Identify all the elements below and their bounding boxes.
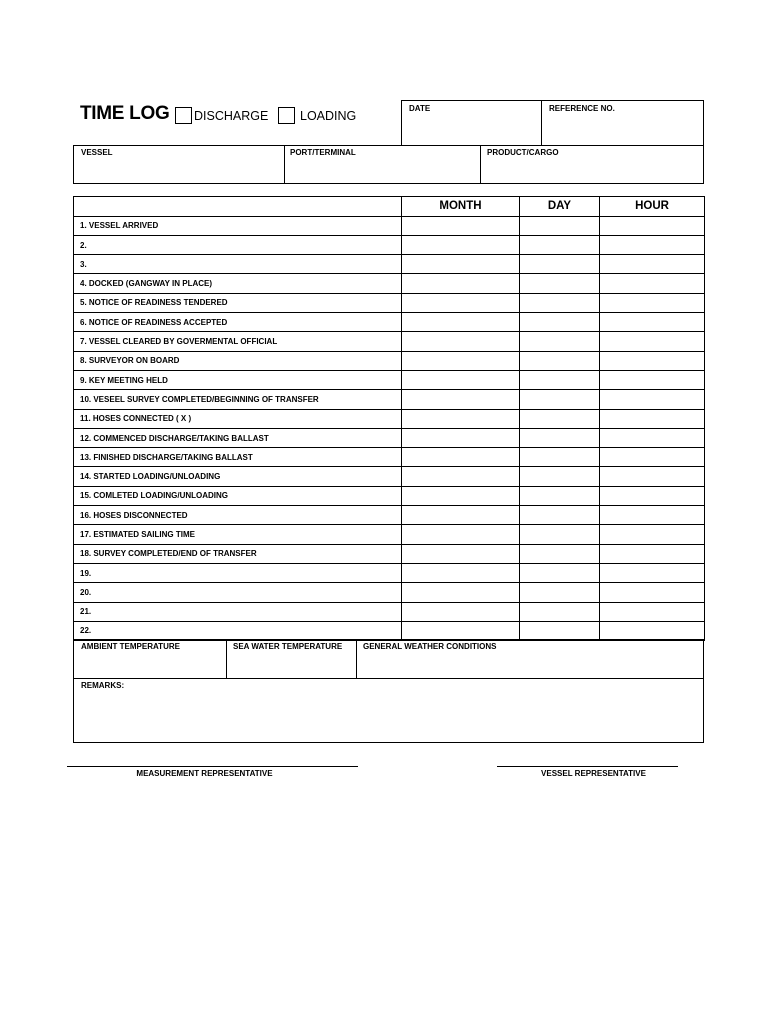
event-label: 8. SURVEYOR ON BOARD	[74, 351, 402, 370]
day-cell[interactable]	[520, 563, 600, 582]
divider	[541, 101, 542, 146]
table-row	[74, 370, 705, 389]
day-cell[interactable]	[520, 467, 600, 486]
event-label: 11. HOSES CONNECTED ( X )	[74, 409, 402, 428]
table-row	[74, 486, 705, 505]
table-row	[74, 563, 705, 582]
hour-cell[interactable]	[600, 409, 705, 428]
hour-cell[interactable]	[600, 351, 705, 370]
hour-cell[interactable]	[600, 390, 705, 409]
month-cell[interactable]	[402, 583, 520, 602]
hour-cell[interactable]	[600, 332, 705, 351]
month-cell[interactable]	[402, 544, 520, 563]
event-label: 12. COMMENCED DISCHARGE/TAKING BALLAST	[74, 428, 402, 447]
measurement-signature-line[interactable]	[67, 766, 358, 767]
month-cell[interactable]	[402, 216, 520, 235]
table-row	[74, 313, 705, 332]
day-cell[interactable]	[520, 544, 600, 563]
month-cell[interactable]	[402, 409, 520, 428]
day-cell[interactable]	[520, 409, 600, 428]
table-row	[74, 274, 705, 293]
table-header-row	[74, 197, 705, 217]
event-label: 9. KEY MEETING HELD	[74, 370, 402, 389]
divider	[74, 678, 704, 679]
month-cell[interactable]	[402, 621, 520, 640]
month-cell[interactable]	[402, 448, 520, 467]
hour-cell[interactable]	[600, 621, 705, 640]
loading-checkbox[interactable]	[278, 107, 295, 124]
month-cell[interactable]	[402, 486, 520, 505]
month-cell[interactable]	[402, 313, 520, 332]
hour-cell[interactable]	[600, 544, 705, 563]
column-header-day: DAY	[520, 197, 600, 217]
hour-cell[interactable]	[600, 448, 705, 467]
header-blank	[74, 197, 402, 217]
reference-label: REFERENCE NO.	[549, 104, 615, 113]
month-cell[interactable]	[402, 351, 520, 370]
hour-cell[interactable]	[600, 235, 705, 254]
event-label: 20.	[74, 583, 402, 602]
hour-cell[interactable]	[600, 486, 705, 505]
event-label: 3.	[74, 255, 402, 274]
day-cell[interactable]	[520, 506, 600, 525]
month-cell[interactable]	[402, 255, 520, 274]
event-label: 5. NOTICE OF READINESS TENDERED	[74, 293, 402, 312]
ambient-temperature-label: AMBIENT TEMPERATURE	[81, 642, 180, 651]
table-row	[74, 467, 705, 486]
vessel-signature-line[interactable]	[497, 766, 678, 767]
hour-cell[interactable]	[600, 216, 705, 235]
day-cell[interactable]	[520, 621, 600, 640]
measurement-representative-label: MEASUREMENT REPRESENTATIVE	[136, 769, 273, 778]
table-row	[74, 255, 705, 274]
vessel-representative-label: VESSEL REPRESENTATIVE	[541, 769, 646, 778]
event-label: 19.	[74, 563, 402, 582]
date-reference-box	[401, 100, 704, 146]
remarks-label: REMARKS:	[81, 681, 125, 690]
hour-cell[interactable]	[600, 293, 705, 312]
product-cargo-label: PRODUCT/CARGO	[487, 148, 559, 157]
event-label: 2.	[74, 235, 402, 254]
table-row	[74, 621, 705, 640]
month-cell[interactable]	[402, 428, 520, 447]
month-cell[interactable]	[402, 370, 520, 389]
table-row	[74, 332, 705, 351]
event-label: 13. FINISHED DISCHARGE/TAKING BALLAST	[74, 448, 402, 467]
time-log-table	[73, 196, 705, 641]
table-row	[74, 409, 705, 428]
table-row	[74, 525, 705, 544]
table-row	[74, 602, 705, 621]
table-row	[74, 390, 705, 409]
month-cell[interactable]	[402, 235, 520, 254]
table-row	[74, 583, 705, 602]
month-cell[interactable]	[402, 525, 520, 544]
divider	[226, 640, 227, 678]
divider	[480, 146, 481, 184]
hour-cell[interactable]	[600, 583, 705, 602]
hour-cell[interactable]	[600, 313, 705, 332]
event-label: 4. DOCKED (GANGWAY IN PLACE)	[74, 274, 402, 293]
table-row	[74, 544, 705, 563]
hour-cell[interactable]	[600, 255, 705, 274]
event-label: 15. COMLETED LOADING/UNLOADING	[74, 486, 402, 505]
day-cell[interactable]	[520, 235, 600, 254]
month-cell[interactable]	[402, 467, 520, 486]
day-cell[interactable]	[520, 583, 600, 602]
event-label: 1. VESSEL ARRIVED	[74, 216, 402, 235]
event-label: 6. NOTICE OF READINESS ACCEPTED	[74, 313, 402, 332]
month-cell[interactable]	[402, 274, 520, 293]
date-label: DATE	[409, 104, 431, 113]
weather-conditions-label: GENERAL WEATHER CONDITIONS	[363, 642, 497, 651]
event-label: 22.	[74, 621, 402, 640]
vessel-label: VESSEL	[81, 148, 113, 157]
table-row	[74, 506, 705, 525]
day-cell[interactable]	[520, 390, 600, 409]
day-cell[interactable]	[520, 486, 600, 505]
hour-cell[interactable]	[600, 525, 705, 544]
day-cell[interactable]	[520, 332, 600, 351]
month-cell[interactable]	[402, 602, 520, 621]
month-cell[interactable]	[402, 390, 520, 409]
hour-cell[interactable]	[600, 274, 705, 293]
divider	[356, 640, 357, 678]
discharge-checkbox[interactable]	[175, 107, 192, 124]
hour-cell[interactable]	[600, 467, 705, 486]
day-cell[interactable]	[520, 313, 600, 332]
sea-water-temperature-label: SEA WATER TEMPERATURE	[233, 642, 343, 651]
month-cell[interactable]	[402, 563, 520, 582]
table-row	[74, 448, 705, 467]
divider	[284, 146, 285, 184]
event-label: 18. SURVEY COMPLETED/END OF TRANSFER	[74, 544, 402, 563]
loading-label: LOADING	[300, 109, 357, 123]
hour-cell[interactable]	[600, 428, 705, 447]
form-title: TIME LOG	[80, 103, 170, 124]
column-header-hour: HOUR	[600, 197, 705, 217]
event-label: 10. VESEEL SURVEY COMPLETED/BEGINNING OF TRANSFER	[74, 390, 402, 409]
vessel-info-box	[73, 145, 704, 184]
hour-cell[interactable]	[600, 602, 705, 621]
day-cell[interactable]	[520, 370, 600, 389]
day-cell[interactable]	[520, 274, 600, 293]
hour-cell[interactable]	[600, 370, 705, 389]
day-cell[interactable]	[520, 293, 600, 312]
conditions-box	[73, 639, 704, 743]
event-label: 14. STARTED LOADING/UNLOADING	[74, 467, 402, 486]
day-cell[interactable]	[520, 602, 600, 621]
day-cell[interactable]	[520, 255, 600, 274]
table-row	[74, 235, 705, 254]
table-row	[74, 293, 705, 312]
day-cell[interactable]	[520, 428, 600, 447]
day-cell[interactable]	[520, 351, 600, 370]
month-cell[interactable]	[402, 332, 520, 351]
event-label: 21.	[74, 602, 402, 621]
day-cell[interactable]	[520, 216, 600, 235]
table-row	[74, 428, 705, 447]
month-cell[interactable]	[402, 506, 520, 525]
column-header-month: MONTH	[402, 197, 520, 217]
table-row	[74, 216, 705, 235]
discharge-label: DISCHARGE	[194, 109, 269, 123]
hour-cell[interactable]	[600, 563, 705, 582]
event-label: 17. ESTIMATED SAILING TIME	[74, 525, 402, 544]
table-row	[74, 351, 705, 370]
month-cell[interactable]	[402, 293, 520, 312]
event-label: 7. VESSEL CLEARED BY GOVERMENTAL OFFICIAL	[74, 332, 402, 351]
hour-cell[interactable]	[600, 506, 705, 525]
day-cell[interactable]	[520, 525, 600, 544]
day-cell[interactable]	[520, 448, 600, 467]
event-label: 16. HOSES DISCONNECTED	[74, 506, 402, 525]
port-terminal-label: PORT/TERMINAL	[290, 148, 356, 157]
